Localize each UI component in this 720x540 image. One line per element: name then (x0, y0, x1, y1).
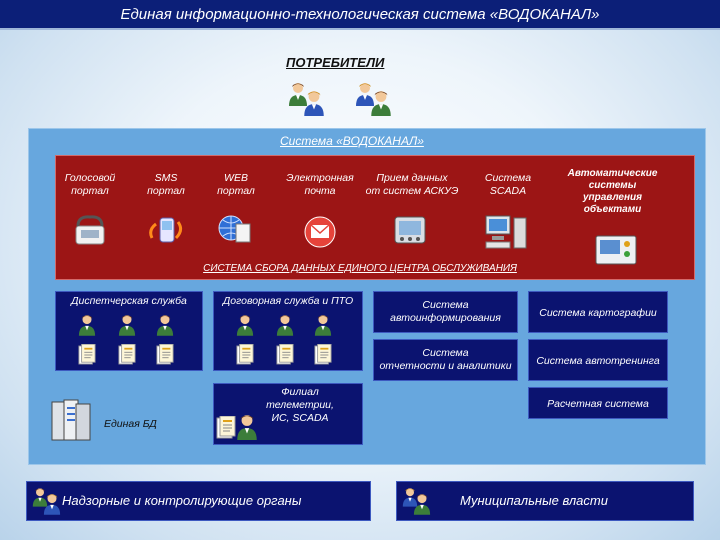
reporting-system-box: Система отчетности и аналитики (373, 339, 518, 381)
dispatch-operators-icon (70, 314, 190, 369)
source-scada: Система SCADA (484, 172, 532, 197)
system-title: Система «ВОДОКАНАЛ» (280, 134, 424, 148)
scada-computer-icon (484, 212, 528, 252)
data-collection-system-label: СИСТЕМА СБОРА ДАННЫХ ЕДИНОГО ЦЕНТРА ОБСЛУЖИВАНИЯ (203, 263, 517, 274)
billing-system-box: Расчетная система (528, 387, 668, 419)
contract-service-label: Договорная служба и ПТО (222, 295, 354, 307)
database-label: Единая БД (104, 418, 157, 430)
consumers-group-icon-2 (355, 78, 395, 116)
email-icon (302, 214, 338, 250)
source-askue: Прием данных от систем АСКУЭ (365, 172, 459, 197)
cartography-system-box: Система картографии (528, 291, 668, 333)
web-portal-icon (216, 210, 252, 246)
phone-icon (72, 212, 108, 248)
autoinform-system-box: Система автоинформирования (373, 291, 518, 333)
control-panel-icon (594, 232, 638, 268)
source-voice-portal: Голосовой портал (64, 172, 116, 197)
page-title: Единая информационно-технологическая система «ВОДОКАНАЛ» (0, 0, 720, 30)
telemetry-branch-label: Филиал телеметрии, ИС, SCADA (266, 386, 334, 424)
source-email: Электронная почта (286, 172, 354, 197)
sms-icon (148, 212, 184, 248)
source-web-portal: WEB портал (217, 172, 255, 197)
municipal-authorities-label: Муниципальные власти (460, 493, 608, 508)
consumers-label: ПОТРЕБИТЕЛИ (286, 55, 385, 70)
municipal-group-icon (402, 487, 432, 515)
meter-data-icon (392, 212, 428, 248)
supervisory-group-icon (32, 487, 62, 515)
source-sms-portal: SMS портал (147, 172, 185, 197)
contract-operators-icon (228, 314, 348, 369)
autotraining-system-box: Система автотренинга (528, 339, 668, 381)
supervisory-bodies-label: Надзорные и контролирующие органы (62, 493, 302, 508)
dispatch-service-label: Диспетчерская служба (71, 295, 187, 307)
automatic-control-systems: Автоматические системы управления объектами (567, 168, 658, 215)
database-server-icon (48, 398, 96, 444)
consumers-group-icon (288, 78, 328, 116)
